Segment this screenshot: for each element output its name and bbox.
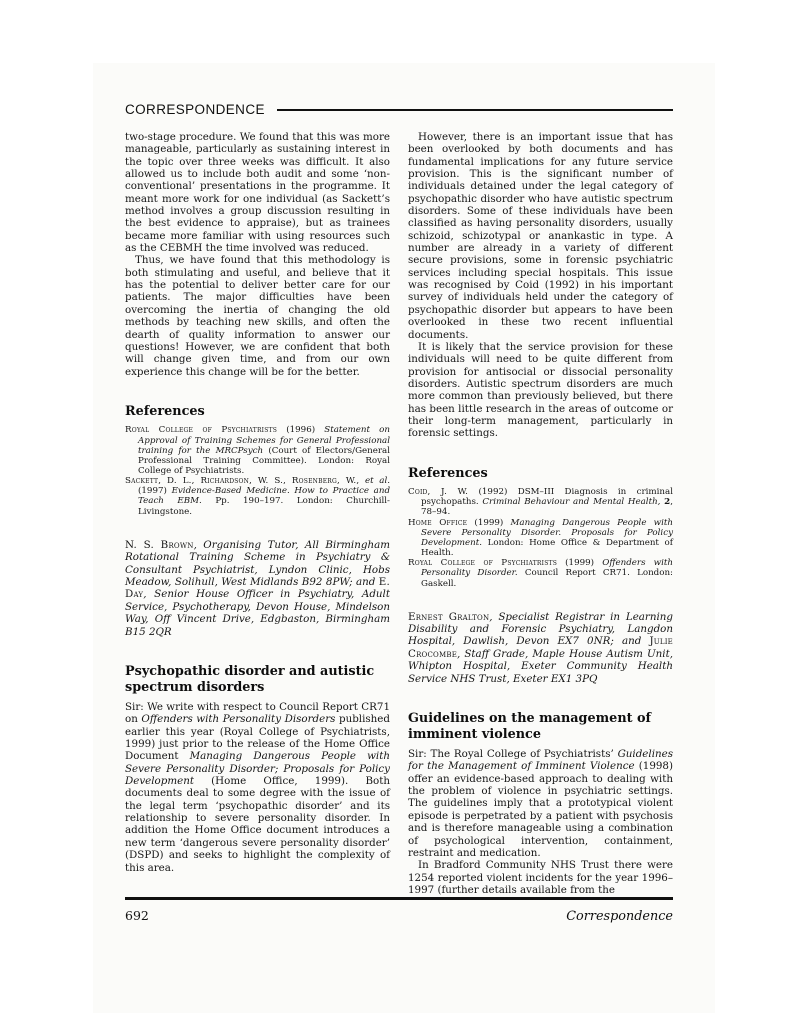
reference-entry [408, 518, 673, 559]
text-segment: Offenders with Personality Disorders [141, 713, 336, 726]
reference-entry [125, 476, 390, 517]
text-segment: Royal College of Psychiatrists [408, 558, 558, 569]
section-heading: Guidelines on the management of imminent violence [408, 711, 652, 742]
page-number: 692 [125, 907, 149, 923]
paragraph [408, 341, 673, 440]
text-segment: published earlier this year (Royal College of Psychiatrists, 1999) just prior to the release of the Home Office Document [125, 713, 390, 763]
author-block [408, 611, 673, 685]
section-heading: Psychopathic disorder and autistic spectrum disorders [125, 664, 375, 695]
section-heading: References [125, 403, 205, 419]
author-block [125, 539, 390, 638]
left-column [125, 131, 390, 896]
footer-row [125, 908, 673, 924]
paragraph [408, 131, 673, 341]
text-segment: (1999) [467, 517, 511, 528]
text-segment: Sackett, D. L., Richardson, W. S., Rosenberg, W., [125, 476, 360, 487]
text-segment: (1997) [138, 486, 172, 497]
text-segment: Coid, J. W. [408, 487, 469, 498]
text-segment: Managing Dangerous People with Severe Personality Disorder; Proposals for Policy Development [125, 750, 390, 788]
text-segment: Guidelines for the Management of Imminent Violence [408, 748, 673, 773]
section-title: CORRESPONDENCE [125, 102, 265, 117]
text-segment: (1996) [277, 425, 325, 436]
text-segment: Criminal Behaviour and Mental Health, [482, 497, 661, 508]
text-segment: However, there is an important issue that has been overlooked by both documents and has fundamental implications for any future service provision. This is the significant number of individuals detained under the legal category of psychopathic disorder who have autistic spectrum disorders. Some of these individuals have been classified as having personality disorders, usually schizoid, schizotypal or anankastic in type. A number are already in a variety of different secure provisions, some in forensic psychiatric services including special hospitals. This issue was recognised by Coid (1992) in his important survey of individuals held under the category of psychopathic disorder but appears to have been overlooked in these two recent influential documents. [408, 131, 673, 341]
right-column [408, 131, 673, 896]
text-segment: London: Home Office & Department of Health. [421, 537, 673, 559]
text-segment: two-stage procedure. We found that this was more manageable, particularly as sustaining interest in the topic over three weeks was difficult. It also allowed us to include both audit and some ‘non-conventional’ presentations in the programme. It meant more work for one individual (as Sackett’s method involves a group discussion resulting in the best evidence to appraise), but as trainees became more familiar with using resources such as the CEBMH the time involved was reduced. [125, 131, 390, 255]
page-footer [125, 897, 673, 924]
text-segment: Managing Dangerous People with Severe Personality Disorder. Proposals for Policy Development. [421, 517, 673, 548]
text-segment: Royal College of Psychiatrists [125, 425, 278, 436]
text-segment: , Specialist Registrar in Learning Disability and Forensic Psychiatry, Langdon Hospital, Dawlish, Devon EX7 0NR; and [408, 610, 673, 648]
text-segment: It is likely that the service provision for these individuals will need to be quite different from provision for antisocial or dissocial personality disorders. Autistic spectrum disorders are much more common than previously believed, but there has been little research in the areas of outcome or their long-term management, particularly in forensic settings. [408, 340, 673, 440]
paragraph [408, 748, 673, 859]
reference-entry [125, 425, 390, 476]
paragraph [125, 701, 390, 874]
text-segment: E. Day [125, 576, 390, 601]
text-segment: Thus, we have found that this methodology is both stimulating and useful, and believe that it has the potential to deliver better care for our patients. The major difficulties have been overcoming the inertia of changing the old methods by teaching new skills, and often the dearth of quality information to answer our questions! However, we are confident that both will change given time, and from our own experience this change will be for the better. [125, 254, 390, 378]
text-segment: In Bradford Community NHS Trust there were 1254 reported violent incidents for the year 1996–1997 (further details available from the [408, 859, 673, 896]
text-segment: Julie Crocombe [408, 635, 673, 660]
paragraph [125, 131, 390, 254]
text-segment: , 78–94. [421, 497, 673, 518]
text-segment: Evidence-Based Medicine. How to Practice and Teach EBM. [138, 486, 391, 507]
page-content [125, 102, 673, 896]
text-segment: et al. [365, 476, 390, 487]
two-column-layout [125, 131, 673, 896]
paragraph [125, 254, 390, 377]
paragraph [408, 859, 673, 896]
running-title: Correspondence [566, 908, 673, 924]
text-segment: Home Office [408, 517, 468, 528]
text-segment: , Organising Tutor, All Birmingham Rotational Training Scheme in Psychiatry & Consultant Psychiatrist, Lyndon Clinic, Hobs Meadow, Solihull, West Midlands B92 8PW; and [125, 538, 390, 588]
text-segment: N. S. Brown [125, 538, 194, 551]
footer-rule [125, 897, 673, 900]
text-segment: Sir: We write with respect to Council Report CR71 on [125, 701, 390, 726]
text-segment: Ernest Gralton [408, 610, 490, 623]
text-segment: 2 [664, 497, 671, 508]
text-segment: , Staff Grade, Maple House Autism Unit, Whipton Hospital, Exeter Community Health Service NHS Trust, Exeter EX1 3PQ [408, 647, 673, 685]
text-segment: (Home Office, 1999). Both documents deal to some degree with the issue of the legal term ‘psychopathic disorder’ and its relationship to severe personality disorder. In addition the Home Office document introduces a new term ‘dangerous severe personality disorder’ (DSPD) and seeks to highlight the complexity of this area. [125, 775, 390, 874]
text-segment: (1992) DSM–III Diagnosis in criminal psychopaths. [421, 487, 673, 508]
text-segment: (Court of Electors/General Professional Training Committee). London: Royal College of Psychiatrists. [138, 445, 390, 476]
text-segment: Statement on Approval of Training Schemes for General Professional training for the MRCPsych [138, 425, 390, 456]
text-segment: Offenders with Personality Disorder. [421, 558, 673, 579]
text-segment: Council Report CR71. London: Gaskell. [421, 568, 673, 589]
header-rule [277, 109, 673, 112]
reference-entry [408, 487, 673, 517]
reference-entry [408, 558, 673, 588]
text-segment: Sir: The Royal College of Psychiatrists’ [408, 748, 618, 761]
section-header [125, 102, 673, 117]
section-heading: References [408, 465, 488, 481]
text-segment: , Senior House Officer in Psychiatry, Adult Service, Psychotherapy, Devon House, Mindelson Way, Off Vincent Drive, Edgbaston, Birmingham B15 2QR [125, 588, 390, 638]
text-segment: (1999) [557, 558, 603, 569]
text-segment: (1998) offer an evidence-based approach to dealing with the problem of violence in psychiatric settings. The guidelines imply that a prototypical violent episode is perpetrated by a patient with psychosis and is therefore manageable using a combination of psychological intervention, containment, restraint and medication. [408, 760, 673, 859]
text-segment: Pp. 190–197. London: Churchill-Livingstone. [138, 496, 390, 517]
